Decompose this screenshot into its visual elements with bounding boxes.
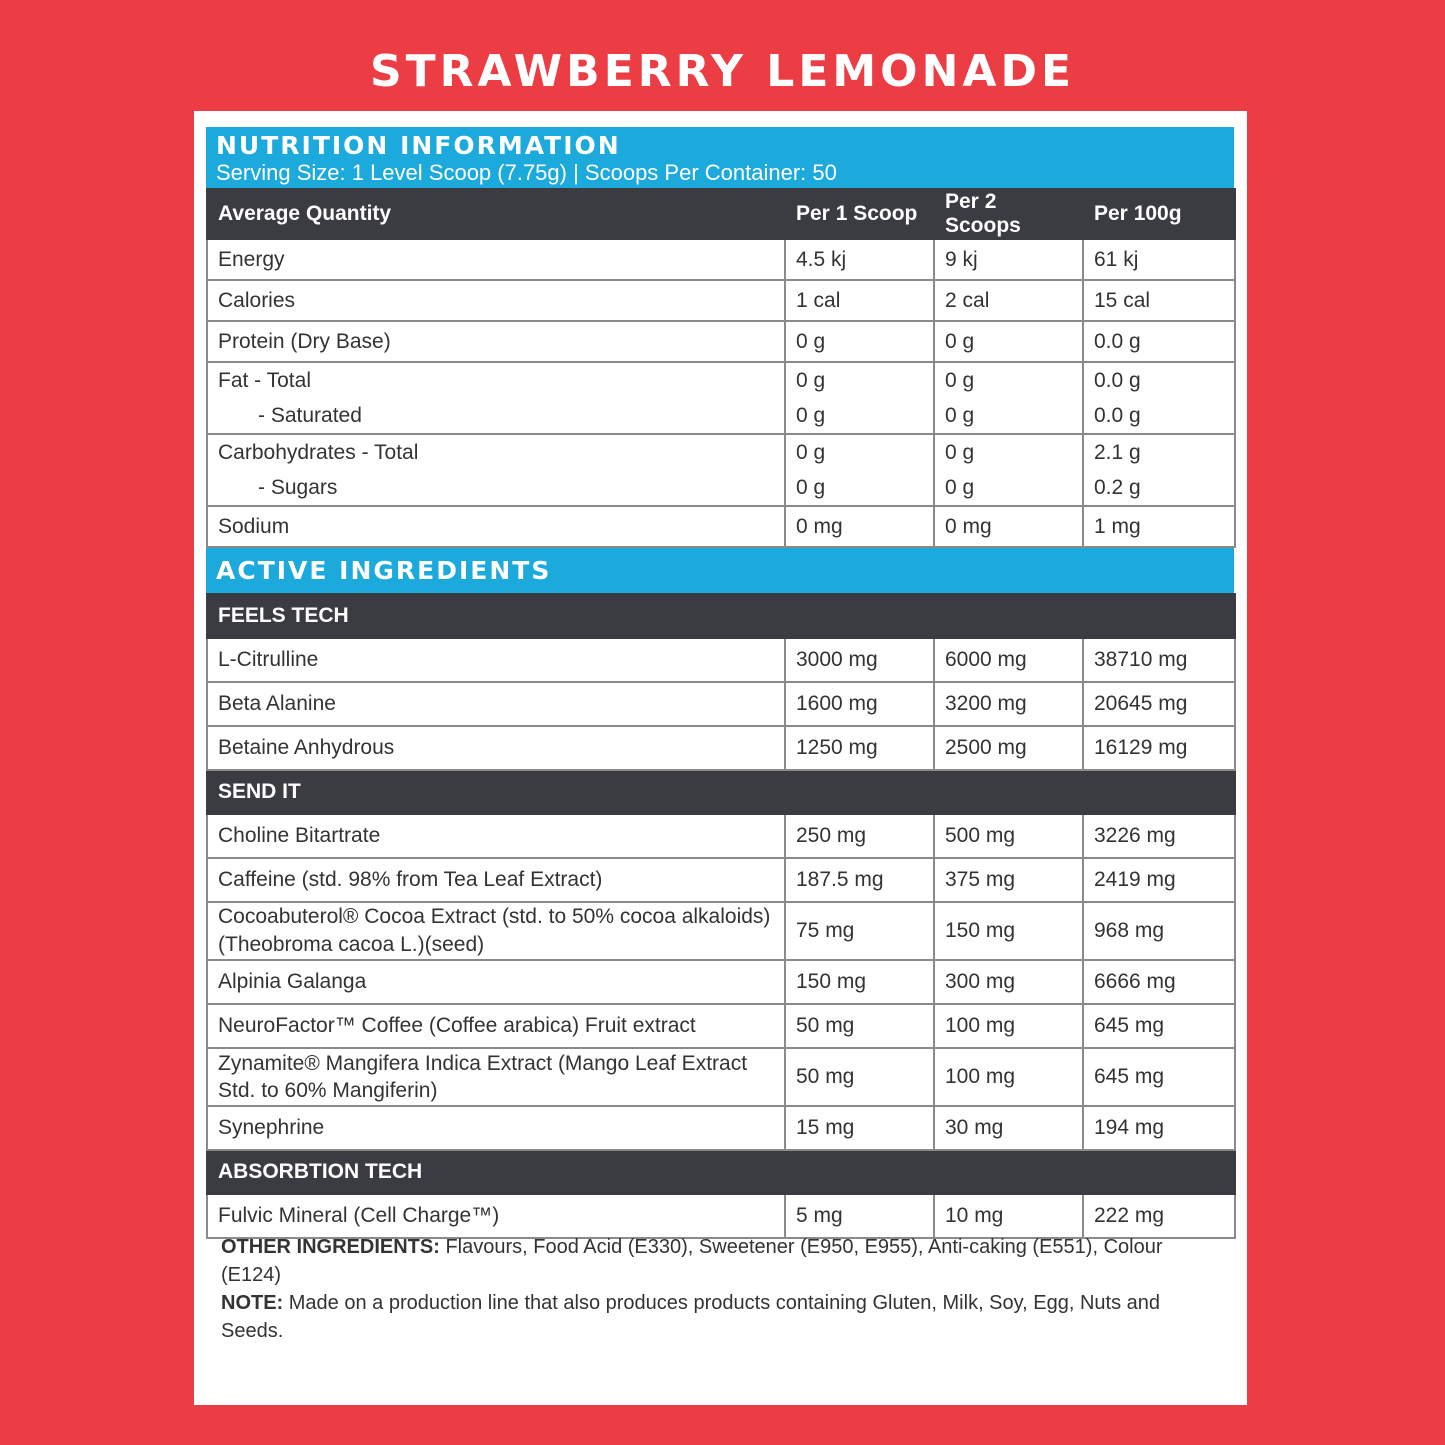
value-per-100g: 61 kj — [1083, 239, 1235, 280]
value-per-100g: 1 mg — [1083, 506, 1235, 547]
value-per-100g: 6666 mg — [1083, 960, 1235, 1004]
active-ingredients-table — [206, 593, 1236, 1239]
table-row — [207, 814, 1235, 858]
value-per-2-scoops: 375 mg — [934, 858, 1083, 902]
table-row — [207, 1004, 1235, 1048]
nutrient-name: Energy — [207, 239, 785, 280]
table-row — [207, 682, 1235, 726]
value-per-100g: 38710 mg — [1083, 638, 1235, 682]
other-ingredients — [221, 1233, 1201, 1289]
table-row — [207, 638, 1235, 682]
ingredient-name: Fulvic Mineral (Cell Charge™) — [207, 1194, 785, 1238]
ingredient-name: L-Citrulline — [207, 638, 785, 682]
value-per-100g: 3226 mg — [1083, 814, 1235, 858]
allergen-note — [221, 1289, 1201, 1345]
value-per-1-scoop: 1250 mg — [785, 726, 934, 770]
table-row — [207, 1194, 1235, 1238]
table-row — [207, 960, 1235, 1004]
value-per-1-scoop: 50 mg — [785, 1048, 934, 1106]
nutrient-cell — [207, 362, 785, 434]
nutrition-label — [206, 127, 1234, 1239]
value-per-1-scoop: 1600 mg — [785, 682, 934, 726]
column-header: Per 1 Scoop — [785, 189, 934, 239]
value-per-100g: 15 cal — [1083, 280, 1235, 321]
section-title: ABSORBTION TECH — [207, 1150, 1235, 1194]
page-title: STRAWBERRY LEMONADE — [369, 46, 1076, 97]
value: 0 g — [796, 476, 826, 499]
value-per-2-scoops: 150 mg — [934, 902, 1083, 960]
section-header-feels-tech — [207, 594, 1235, 638]
nutrient-subname: - Sugars — [258, 476, 338, 499]
ingredient-name: Zynamite® Mangifera Indica Extract (Mango Leaf Extract Std. to 60% Mangiferin) — [207, 1048, 785, 1106]
value: 0.0 g — [1094, 369, 1141, 392]
nutrient-name: Carbohydrates - Total — [218, 441, 419, 464]
ingredient-name: NeuroFactor™ Coffee (Coffee arabica) Fruit extract — [207, 1004, 785, 1048]
value-per-2-scoops: 6000 mg — [934, 638, 1083, 682]
other-ingredients-label: OTHER INGREDIENTS: — [221, 1236, 440, 1258]
value-per-2-scoops — [934, 362, 1083, 434]
nutrition-table — [206, 188, 1236, 548]
value-per-100g: 0.0 g — [1083, 321, 1235, 362]
column-header-row — [207, 189, 1235, 239]
table-row — [207, 902, 1235, 960]
ingredient-name: Beta Alanine — [207, 682, 785, 726]
value-per-2-scoops: 0 g — [934, 321, 1083, 362]
value: 0 g — [945, 441, 975, 464]
other-ingredients-text: Flavours, Food Acid (E330), Sweetener (E950, E955), Anti-caking (E551), Colour (E124) — [221, 1236, 1163, 1286]
table-row — [207, 434, 1235, 506]
value-per-1-scoop: 15 mg — [785, 1106, 934, 1150]
value-per-2-scoops: 9 kj — [934, 239, 1083, 280]
value-per-1-scoop: 4.5 kj — [785, 239, 934, 280]
value-per-2-scoops — [934, 434, 1083, 506]
value: 0 g — [945, 369, 975, 392]
column-header: Average Quantity — [207, 189, 785, 239]
section-header-absorbtion-tech — [207, 1150, 1235, 1194]
value-per-1-scoop: 0 g — [785, 321, 934, 362]
nutrient-name: Sodium — [207, 506, 785, 547]
value-per-2-scoops: 500 mg — [934, 814, 1083, 858]
value: 0.0 g — [1094, 404, 1141, 427]
value-per-1-scoop: 250 mg — [785, 814, 934, 858]
value: 0 g — [796, 369, 826, 392]
active-ingredients-heading: ACTIVE INGREDIENTS — [216, 556, 552, 585]
table-row — [207, 858, 1235, 902]
value-per-1-scoop: 3000 mg — [785, 638, 934, 682]
value-per-1-scoop: 75 mg — [785, 902, 934, 960]
value-per-100g: 645 mg — [1083, 1048, 1235, 1106]
note-text: Made on a production line that also produces products containing Gluten, Milk, Soy, Egg, Nuts and Seeds. — [221, 1292, 1161, 1342]
ingredient-name: Synephrine — [207, 1106, 785, 1150]
nutrient-cell — [207, 434, 785, 506]
value: 2.1 g — [1094, 441, 1141, 464]
table-row — [207, 726, 1235, 770]
value: 0.2 g — [1094, 476, 1141, 499]
value-per-2-scoops: 30 mg — [934, 1106, 1083, 1150]
value-per-100g — [1083, 362, 1235, 434]
value: 0 g — [796, 404, 826, 427]
nutrient-name: Calories — [207, 280, 785, 321]
nutrition-heading: NUTRITION INFORMATION — [216, 131, 621, 160]
nutrient-name: Protein (Dry Base) — [207, 321, 785, 362]
value-per-2-scoops: 0 mg — [934, 506, 1083, 547]
table-row — [207, 362, 1235, 434]
value-per-100g: 194 mg — [1083, 1106, 1235, 1150]
value-per-1-scoop: 187.5 mg — [785, 858, 934, 902]
table-row — [207, 1106, 1235, 1150]
ingredient-name: Choline Bitartrate — [207, 814, 785, 858]
value: 0 g — [945, 476, 975, 499]
value-per-1-scoop: 0 mg — [785, 506, 934, 547]
nutrient-name: Fat - Total — [218, 369, 311, 392]
table-row — [207, 280, 1235, 321]
value-per-1-scoop — [785, 434, 934, 506]
section-title: SEND IT — [207, 770, 1235, 814]
active-ingredients-header — [206, 548, 1234, 593]
table-row — [207, 506, 1235, 547]
section-header-send-it — [207, 770, 1235, 814]
note-label: NOTE: — [221, 1292, 284, 1314]
value-per-1-scoop: 5 mg — [785, 1194, 934, 1238]
value-per-2-scoops: 10 mg — [934, 1194, 1083, 1238]
ingredient-name: Alpinia Galanga — [207, 960, 785, 1004]
value-per-100g: 2419 mg — [1083, 858, 1235, 902]
value-per-100g: 645 mg — [1083, 1004, 1235, 1048]
value-per-100g — [1083, 434, 1235, 506]
value-per-100g: 968 mg — [1083, 902, 1235, 960]
value-per-1-scoop — [785, 362, 934, 434]
value-per-2-scoops: 3200 mg — [934, 682, 1083, 726]
value: 0 g — [796, 441, 826, 464]
value: 0 g — [945, 404, 975, 427]
serving-size: Serving Size: 1 Level Scoop (7.75g) | Scoops Per Container: 50 — [216, 160, 837, 185]
ingredient-name: Betaine Anhydrous — [207, 726, 785, 770]
table-row — [207, 321, 1235, 362]
value-per-100g: 20645 mg — [1083, 682, 1235, 726]
value-per-1-scoop: 50 mg — [785, 1004, 934, 1048]
nutrient-subname: - Saturated — [258, 404, 362, 427]
ingredients-notes — [221, 1233, 1201, 1345]
column-header: Per 2 Scoops — [934, 189, 1083, 239]
table-row — [207, 239, 1235, 280]
value-per-100g: 222 mg — [1083, 1194, 1235, 1238]
value-per-2-scoops: 100 mg — [934, 1004, 1083, 1048]
column-header: Per 100g — [1083, 189, 1235, 239]
value-per-1-scoop: 150 mg — [785, 960, 934, 1004]
nutrition-header — [206, 127, 1234, 188]
value-per-2-scoops: 100 mg — [934, 1048, 1083, 1106]
value-per-1-scoop: 1 cal — [785, 280, 934, 321]
ingredient-name: Cocoabuterol® Cocoa Extract (std. to 50% cocoa alkaloids) (Theobroma cacoa L.)(seed) — [207, 902, 785, 960]
section-title: FEELS TECH — [207, 594, 1235, 638]
table-row — [207, 1048, 1235, 1106]
value-per-2-scoops: 300 mg — [934, 960, 1083, 1004]
value-per-2-scoops: 2 cal — [934, 280, 1083, 321]
value-per-2-scoops: 2500 mg — [934, 726, 1083, 770]
ingredient-name: Caffeine (std. 98% from Tea Leaf Extract) — [207, 858, 785, 902]
value-per-100g: 16129 mg — [1083, 726, 1235, 770]
